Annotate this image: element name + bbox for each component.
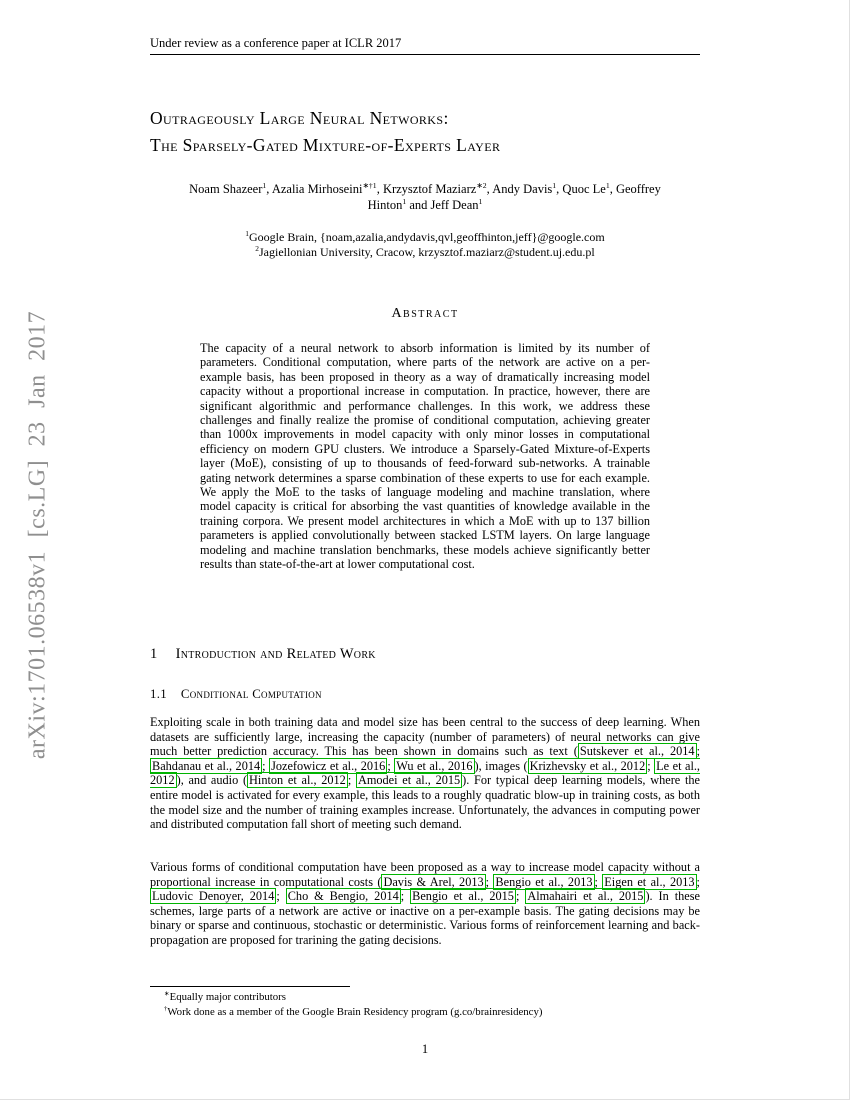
citation-link[interactable]: Bengio et al., 2013 [495,874,593,889]
subsection-1-1-number: 1.1 [150,687,167,701]
running-head: Under review as a conference paper at ICLR 2017 [150,36,402,50]
paper-title-line-2: The Sparsely-Gated Mixture-of-Experts Layer [150,135,501,155]
section-1-number: 1 [150,646,158,662]
superscript-marker: ∗ [164,990,170,998]
citation-link[interactable]: Ludovic Denoyer, 2014 [152,889,275,904]
abstract-text: The capacity of a neural network to absorb information is limited by its number of parameters. Conditional computation, where parts of the network are active on a per-example basis, has been proposed in theory as a way of dramatically increasing model capacity without a proportional increase in computation. In practice, however, there are significant algorithmic and performance challenges. In this work, we address these challenges and finally realize the promise of conditional computation, achieving greater than 1000x improvements in model capacity with only minor losses in computational efficiency on modern GPU clusters. We introduce a Sparsely-Gated Mixture-of-Experts layer (MoE), consisting of up to thousands of feed-forward sub-networks. A trainable gating network determines a sparse combination of these experts to use for each example. We apply the MoE to the tasks of language modeling and machine translation, where model capacity is critical for absorbing the vast quantities of knowledge available in the training corpora. We present model architectures in which a MoE with up to 137 billion parameters is applied convolutionally between stacked LSTM layers. On large language modeling and machine translation benchmarks, these models achieve significantly better results than state-of-the-art at lower computational cost. [200,341,650,572]
superscript-marker: ∗2 [476,180,487,190]
citation-link[interactable]: Jozefowicz et al., 2016 [271,758,386,773]
section-1-heading [150,646,700,663]
superscript-marker: 2 [255,244,259,253]
citation-link[interactable]: Almahairi et al., 2015 [527,889,644,904]
affiliations [150,230,700,260]
superscript-marker: 1 [262,180,267,190]
footnote-residency-program: †Work done as a member of the Google Brain Residency program (g.co/brainresidency) [164,1004,543,1018]
citation-link[interactable]: Bengio et al., 2015 [412,889,514,904]
arxiv-watermark: arXiv:1701.06538v1 [cs.LG] 23 Jan 2017 [24,310,51,760]
superscript-marker: ∗†1 [362,180,377,190]
abstract-heading: Abstract [391,306,459,321]
citation-link[interactable]: Amodei et al., 2015 [357,773,461,788]
footnote-equal-contributors: ∗Equally major contributors [164,990,286,1003]
citation-link[interactable]: Cho & Bengio, 2014 [287,889,399,904]
citation-link[interactable]: Wu et al., 2016 [396,758,473,773]
author-list [150,182,700,213]
affiliation-line-1: $^1$Google Brain, {noam,azalia,andydavis,qvl,geoffhinton,jeff}@google.com [245,229,605,244]
affiliation-line-2: $^2$Jagiellonian University, Cracow, krzysztof.maziarz@student.uj.edu.pl [255,244,595,259]
superscript-marker: 1 [402,196,407,206]
paper-title-line-1: Outrageously Large Neural Networks: [150,108,449,128]
intro-paragraph-1: Exploiting scale in both training data and model size has been central to the success of deep learning. When datasets are sufficiently large, increasing the capacity (number of parameters) of neural networks can give much better prediction accuracy. This has been shown in domains such as text ( Sutskever et al., 2014 ; Bahdanau et al., 2014 ; Jozefowicz et al., 2016 ; Wu et al., 2016 ), images ( Krizhevsky et al., 2012 ; Le et al., 2012 ), and audio ( Hinton et al., 2012 ; Amodei et al., 2015 ). For typical deep learning models, where the entire model is activated for every example, this leads to a roughly quadratic blow-up in training costs, as both the model size and the number of training examples increase. Unfortunately, the advances in computing power and distributed computation fall short of meeting such demand. [150,715,701,832]
superscript-marker: † [164,1004,168,1012]
section-1-title: Introduction and Related Work [175,646,376,662]
subsection-1-1-heading [150,687,700,702]
superscript-marker: 1 [605,180,610,190]
paper-title [150,105,710,159]
superscript-marker: 1 [552,180,557,190]
intro-paragraph-2: Various forms of conditional computation have been proposed as a way to increase model capacity without a proportional increase in computational costs ( Davis & Arel, 2013 ; Bengio et al., 2013 ; Eigen et al., 2013 ; Ludovic Denoyer, 2014 ; Cho & Bengio, 2014 ; Bengio et al., 2015 ; Almahairi et al., 2015 ). In these schemes, large parts of a network are active or inactive on a per-example basis. The gating decisions may be binary or sparse and continuous, stochastic or deterministic. Various forms of reinforcement learning and back-propagation are proposed for trarining the gating decisions. [150,860,700,947]
author-line-1: Noam Shazeer$^1$, Azalia Mirhoseini$^{∗\dagger 1}$, Krzysztof Maziarz$^{∗2}$, Andy Davis$^1$, Quoc Le$^1$, Geoffrey [189,180,661,196]
citation-link[interactable]: Eigen et al., 2013 [604,874,695,889]
superscript-marker: 1 [478,196,483,206]
footnote-rule [150,986,350,987]
page-number: 1 [421,1042,429,1056]
superscript-marker: 1 [245,229,249,238]
citation-link[interactable]: Sutskever et al., 2014 [579,744,695,759]
citation-link[interactable]: Davis & Arel, 2013 [383,874,484,889]
citation-link[interactable]: Le et al., 2012 [150,758,701,788]
citation-link[interactable]: Bahdanau et al., 2014 [152,758,261,773]
header-rule [150,54,700,55]
subsection-1-1-title: Conditional Computation [180,687,322,701]
author-line-2: Hinton$^1$ and Jeff Dean$^1$ [367,196,483,212]
citation-link[interactable]: Krizhevsky et al., 2012 [529,758,646,773]
footnotes [150,990,700,1019]
citation-link[interactable]: Hinton et al., 2012 [249,773,346,788]
